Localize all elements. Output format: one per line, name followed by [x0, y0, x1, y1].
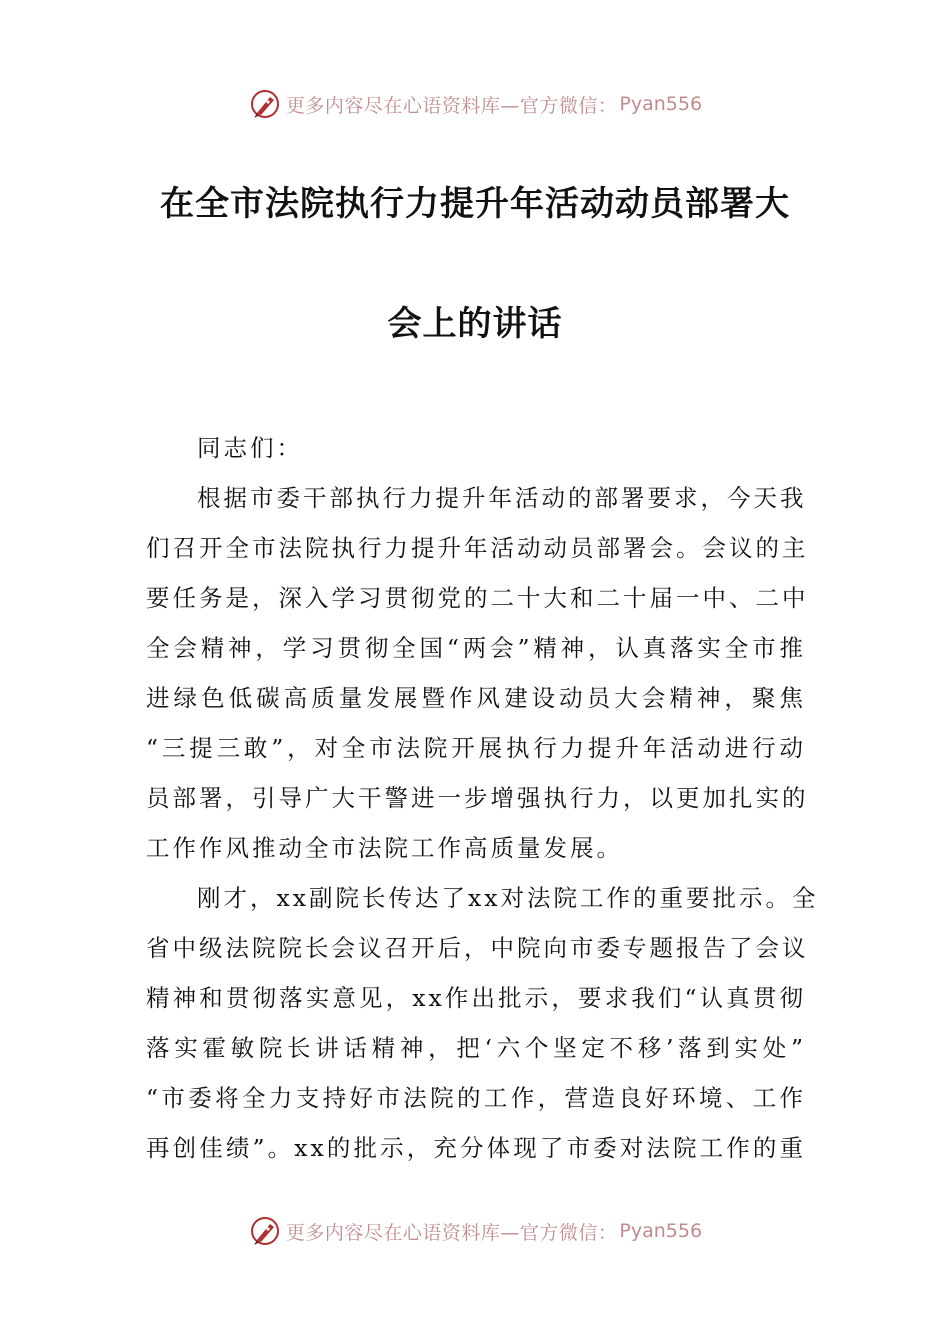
body-line: 精神和贯彻落实意见，xx作出批示，要求我们“认真贯彻	[146, 984, 806, 1012]
body-line: 省中级法院院长会议召开后，中院向市委专题报告了会议	[146, 934, 809, 962]
salutation: 同志们：	[197, 434, 303, 462]
watermark-wechat-id: Pyan556	[619, 93, 703, 115]
document-title-line-1: 在全市法院执行力提升年活动动员部署大	[160, 184, 790, 224]
body-line: 刚才，xx副院长传达了xx对法院工作的重要批示。全	[197, 884, 819, 912]
watermark-text: 更多内容尽在心语资料库—官方微信：	[285, 94, 618, 117]
body-line: 落实霍敏院长讲话精神，把‘六个坚定不移’落到实处”	[146, 1034, 806, 1062]
body-line: 进绿色低碳高质量发展暨作风建设动员大会精神，聚焦	[146, 684, 806, 712]
body-line: 要任务是，深入学习贯彻党的二十大和二十届一中、二中	[146, 584, 809, 612]
document-title-line-2: 会上的讲话	[387, 304, 563, 344]
body-line: 再创佳绩”。xx的批示，充分体现了市委对法院工作的重	[146, 1134, 806, 1162]
body-line: “三提三敢”，对全市法院开展执行力提升年活动进行动	[146, 734, 806, 762]
document-body	[146, 423, 819, 1173]
body-line: 根据市委干部执行力提升年活动的部署要求，今天我	[197, 484, 807, 512]
watermark-header	[0, 84, 950, 124]
watermark-text: 更多内容尽在心语资料库—官方微信：	[285, 1221, 618, 1244]
watermark-wechat-id: Pyan556	[619, 1220, 703, 1242]
body-line: 们召开全市法院执行力提升年活动动员部署会。会议的主	[146, 534, 809, 562]
watermark-footer	[0, 1211, 950, 1251]
body-line: 全会精神，学习贯彻全国“两会”精神，认真落实全市推	[146, 634, 806, 662]
pen-nib-icon	[248, 87, 282, 121]
body-line: “市委将全力支持好市法院的工作，营造良好环境、工作	[146, 1084, 806, 1112]
pen-nib-icon	[248, 1214, 282, 1248]
body-line: 工作作风推动全市法院工作高质量发展。	[146, 834, 623, 862]
body-line: 员部署，引导广大干警进一步增强执行力，以更加扎实的	[146, 784, 809, 812]
